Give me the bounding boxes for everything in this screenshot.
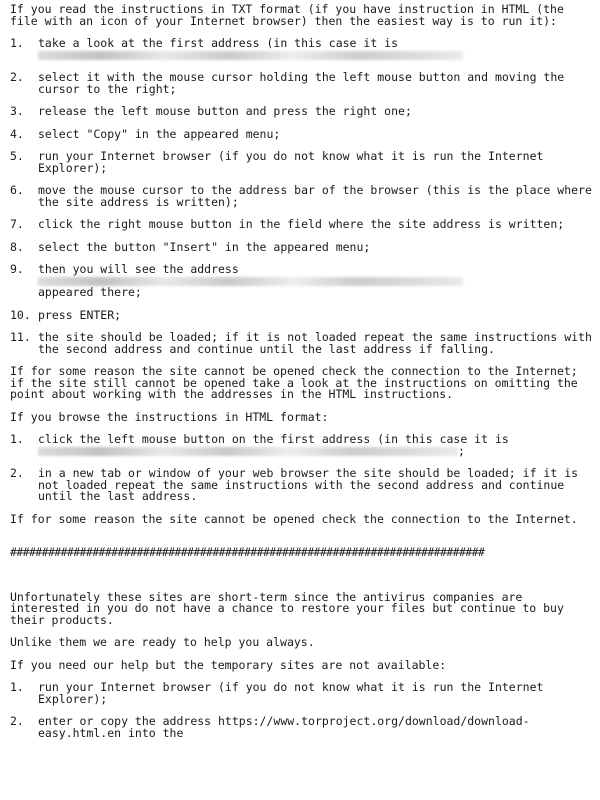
need-help-paragraph: If you need our help but the temporary sites are not available: bbox=[10, 657, 447, 672]
list-item bbox=[10, 72, 595, 95]
step-number: 3. bbox=[10, 104, 24, 118]
step-number: 2. bbox=[10, 466, 24, 480]
redacted-address bbox=[38, 51, 463, 60]
list-item bbox=[10, 468, 595, 503]
step-text: release the left mouse button and press the right one; bbox=[38, 104, 412, 118]
intro-html-paragraph: If you browse the instructions in HTML format: bbox=[10, 409, 329, 424]
step-number: 2. bbox=[10, 70, 24, 84]
tor-instructions-list bbox=[10, 682, 595, 739]
step-text bbox=[38, 264, 595, 299]
step-number: 8. bbox=[10, 239, 24, 254]
redacted-address bbox=[38, 277, 463, 286]
list-item bbox=[10, 307, 595, 322]
step-label: take a look at the first address (in this case it is bbox=[38, 36, 399, 50]
step-tail: appeared there; bbox=[38, 285, 142, 299]
step-text: move the mouse cursor to the address bar of the browser (this is the place where the site address is written); bbox=[38, 183, 592, 209]
step-text: run your Internet browser (if you do not know what it is run the Internet Explorer); bbox=[38, 149, 544, 175]
list-item bbox=[10, 185, 595, 208]
short-term-paragraph: Unfortunately these sites are short-term since the antivirus companies are interested in you do not have a chance to restore your files but continue to buy their products. bbox=[10, 589, 564, 627]
step-number: 1. bbox=[10, 680, 24, 694]
step-text: the site should be loaded; if it is not loaded repeat the same instructions with the second address and continue until the last address if falling. bbox=[38, 330, 592, 356]
list-item bbox=[10, 151, 595, 174]
txt-instructions-list bbox=[10, 38, 595, 355]
step-text: select the button "Insert" in the appeared menu; bbox=[38, 239, 371, 254]
step-text: enter or copy the address https://www.torproject.org/download/download-easy.html.en into the bbox=[38, 714, 530, 740]
step-text: select it with the mouse cursor holding the left mouse button and moving the cursor to the right; bbox=[38, 70, 565, 96]
step-text bbox=[38, 38, 595, 61]
unlike-paragraph: Unlike them we are ready to help you always. bbox=[10, 635, 315, 649]
hash-separator: ########################################################################### bbox=[10, 547, 485, 559]
step-text bbox=[38, 434, 595, 457]
redacted-address bbox=[38, 447, 458, 456]
step-number: 1. bbox=[10, 36, 24, 50]
step-text: press ENTER; bbox=[38, 307, 122, 322]
step-number: 11. bbox=[10, 330, 31, 344]
html-instructions-list bbox=[10, 434, 595, 503]
list-item bbox=[10, 264, 595, 299]
list-item bbox=[10, 332, 595, 355]
step-number: 4. bbox=[10, 126, 24, 141]
ransom-note-document bbox=[10, 4, 595, 750]
step-number: 9. bbox=[10, 262, 24, 276]
step-label: then you will see the address bbox=[38, 262, 239, 276]
step-text: in a new tab or window of your web browser the site should be loaded; if it is not loaded repeat the same instructions with the second address and continue until the last address. bbox=[38, 466, 579, 503]
step-number: 7. bbox=[10, 217, 24, 231]
step-tail: ; bbox=[458, 443, 465, 458]
step-number: 2. bbox=[10, 714, 24, 728]
txt-fallback-paragraph: If for some reason the site cannot be opened check the connection to the Internet; if the site still cannot be opened take a look at the instructions on omitting the point about working with the addresses in the HTML instructions. bbox=[10, 364, 578, 401]
step-number: 6. bbox=[10, 183, 24, 197]
intro-txt-paragraph: If you read the instructions in TXT format (if you have instruction in HTML (the file with an icon of your Internet browser) then the easiest way is to run it): bbox=[10, 2, 564, 28]
step-number: 10. bbox=[10, 307, 31, 322]
step-number: 1. bbox=[10, 432, 24, 446]
step-text: click the right mouse button in the field where the site address is written; bbox=[38, 217, 565, 231]
step-number: 5. bbox=[10, 149, 24, 163]
list-item bbox=[10, 716, 595, 739]
list-item bbox=[10, 106, 595, 118]
list-item bbox=[10, 682, 595, 705]
step-text: run your Internet browser (if you do not know what it is run the Internet Explorer); bbox=[38, 680, 544, 706]
list-item bbox=[10, 126, 595, 141]
step-label: click the left mouse button on the first address (in this case it is bbox=[38, 432, 509, 446]
list-item bbox=[10, 434, 595, 457]
list-item bbox=[10, 239, 595, 254]
list-item bbox=[10, 219, 595, 231]
step-text: select "Copy" in the appeared menu; bbox=[38, 126, 281, 141]
html-fallback-paragraph: If for some reason the site cannot be opened check the connection to the Internet. bbox=[10, 511, 578, 526]
list-item bbox=[10, 38, 595, 61]
